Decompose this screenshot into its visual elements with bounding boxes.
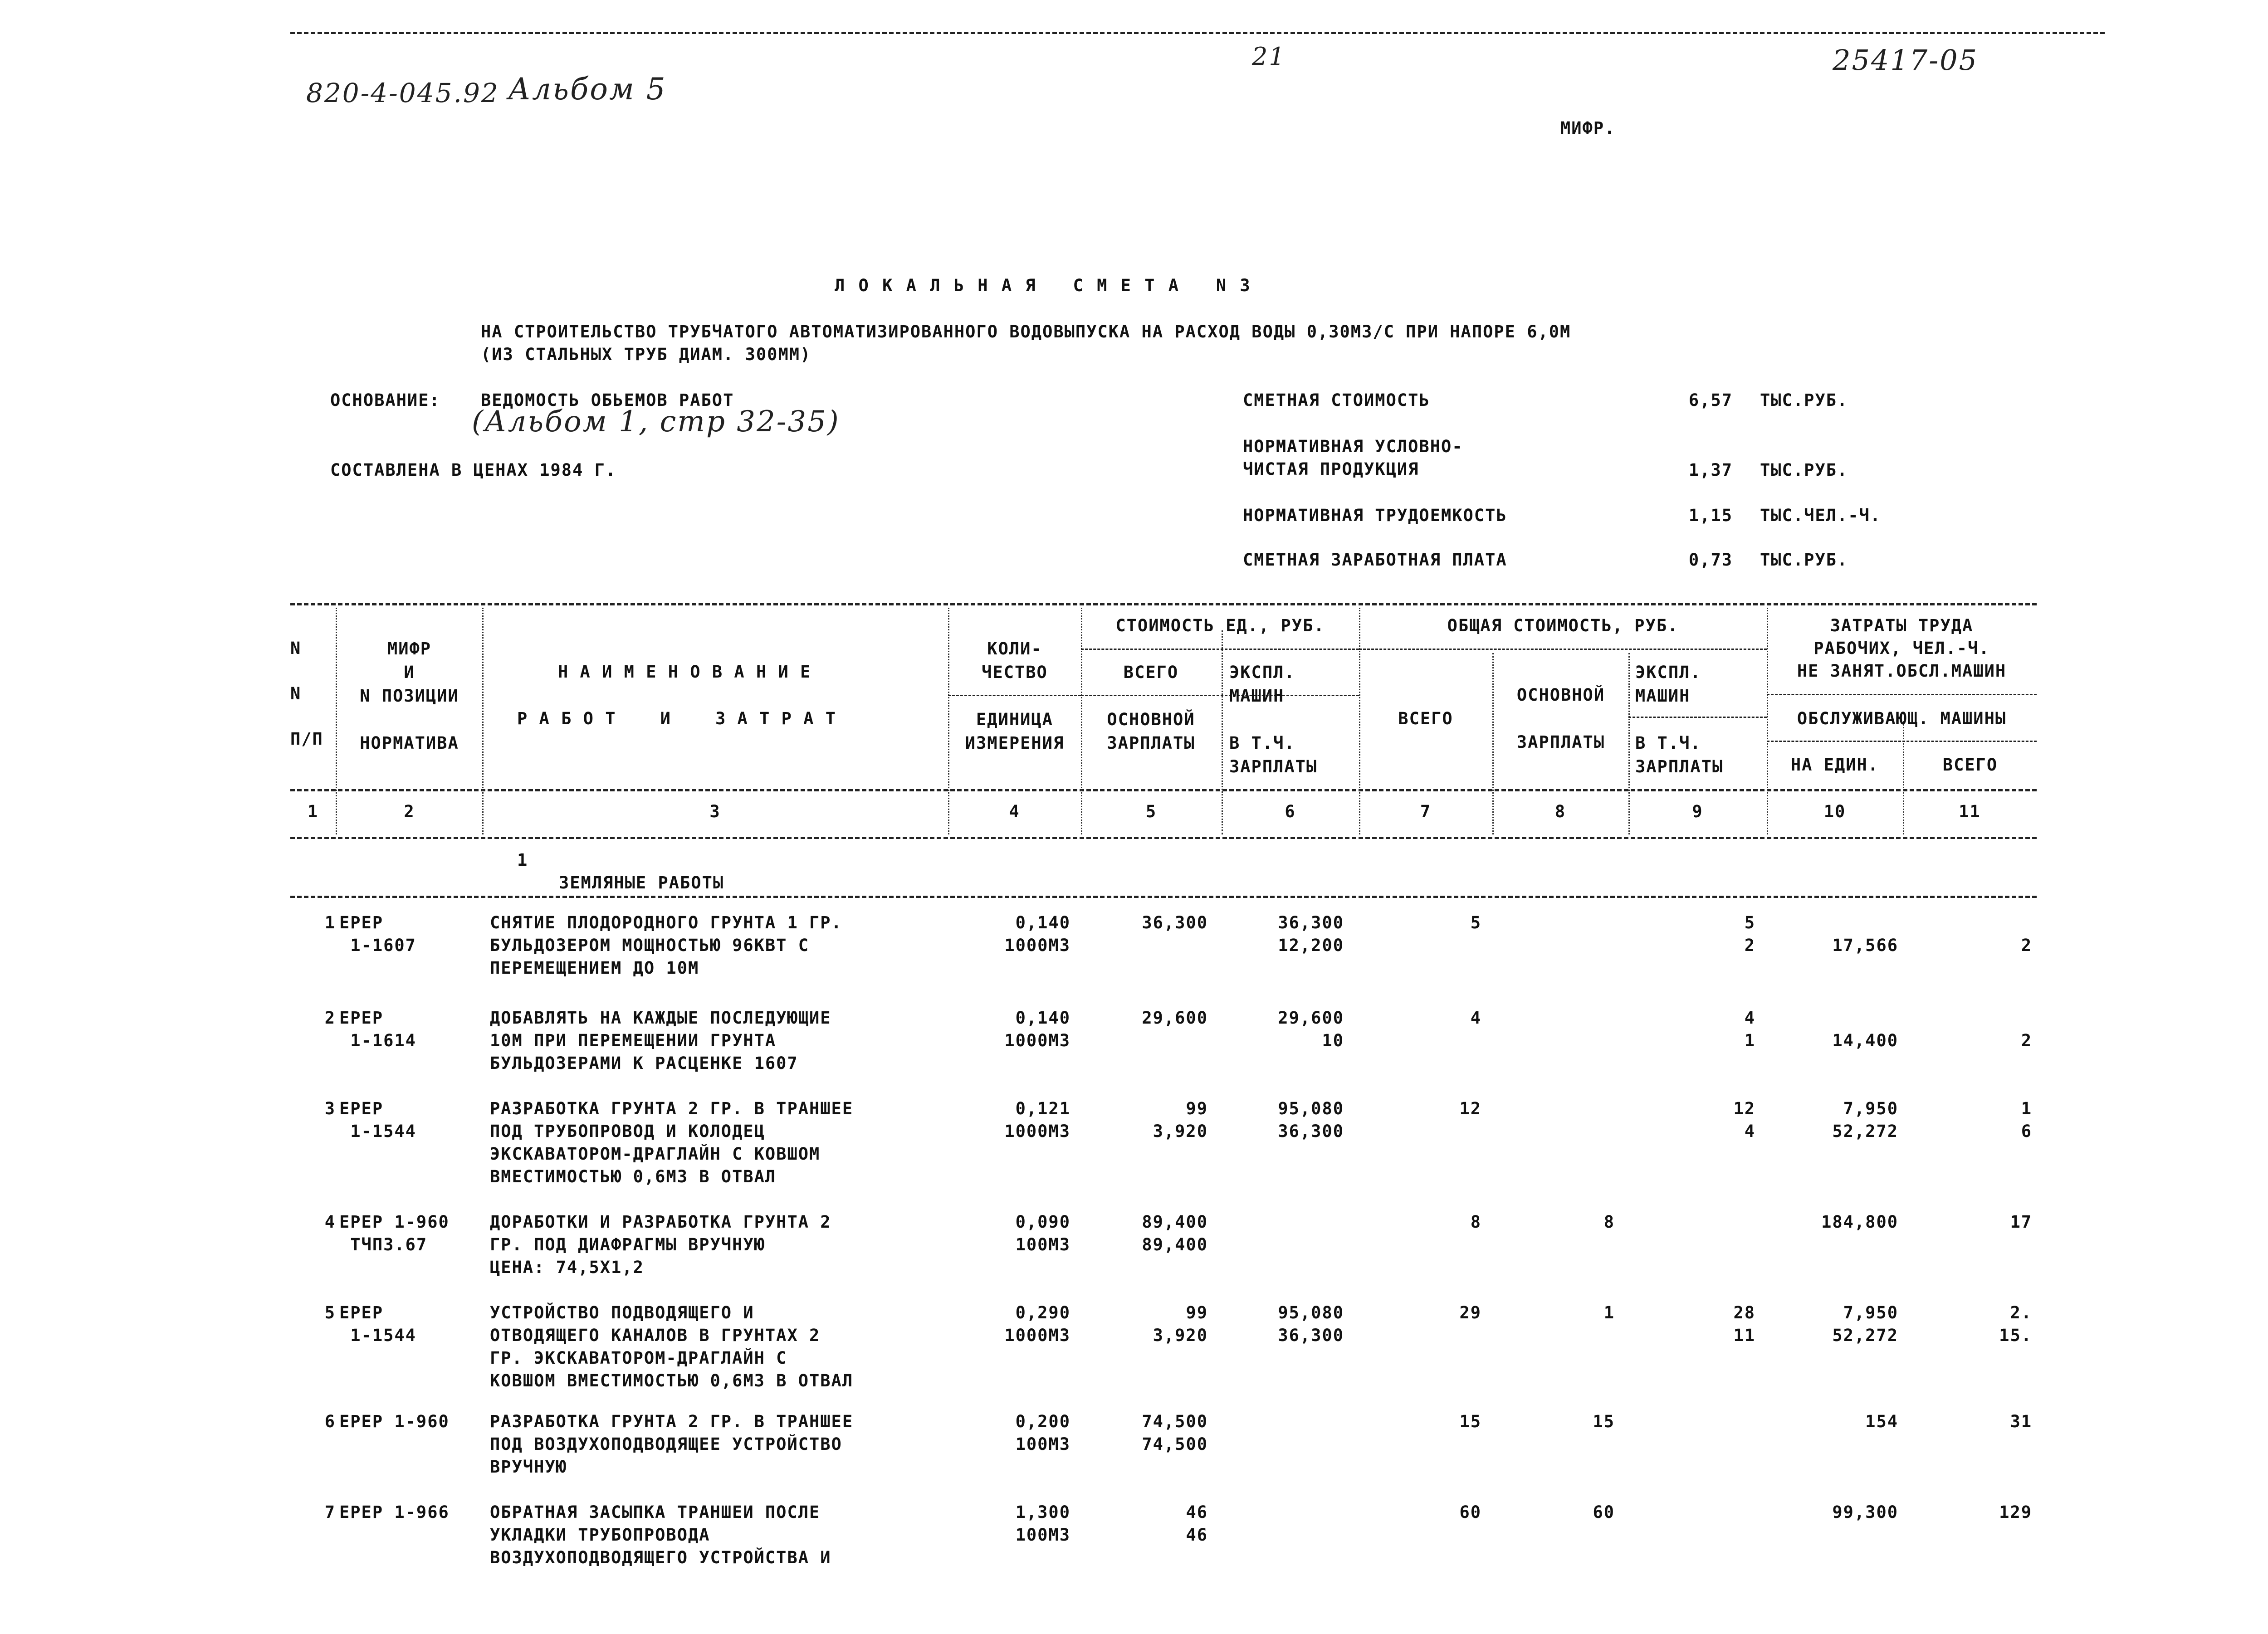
cell-labor-total: 2. 15. [1999, 1303, 2032, 1345]
column-number-bottom-rule [290, 837, 2037, 839]
column-number: 8 [1554, 802, 1566, 821]
cell-code: ЕРЕР 1-966 [339, 1502, 450, 1522]
cell-total: 5 [1470, 913, 1481, 932]
subheader-rule [1081, 649, 1359, 650]
cell-total: 12 [1459, 1099, 1481, 1118]
cell-labor-unit: 17,566 [1832, 936, 1898, 955]
cell-number: 1 [324, 913, 336, 932]
cell-code: ЕРЕР 1-1607 [339, 913, 416, 955]
cell-number: 5 [324, 1303, 336, 1322]
cell-total-wages: 8 [1603, 1212, 1615, 1232]
summary-label: НОРМАТИВНАЯ ТРУДОЕМКОСТЬ [1243, 506, 1507, 525]
album-label: Альбом 5 [508, 72, 667, 107]
cell-code: ЕРЕР 1-1614 [339, 1008, 416, 1050]
column-number: 7 [1420, 802, 1432, 821]
mifr-label: МИФР. [1560, 118, 1616, 138]
header-col-11: ВСЕГО [1942, 755, 1998, 775]
cell-name: ДОРАБОТКИ И РАЗРАБОТКА ГРУНТА 2 ГР. ПОД ДИАФРАГМЫ ВРУЧНУЮ ЦЕНА: 74,5Х1,2 [490, 1212, 831, 1277]
header-col-4: КОЛИ- ЧЕСТВО ЕДИНИЦА ИЗМЕРЕНИЯ [965, 639, 1065, 753]
header-labor: ЗАТРАТЫ ТРУДА РАБОЧИХ, ЧЕЛ.-Ч. НЕ ЗАНЯТ.ОБСЛ.МАШИН [1797, 616, 2007, 681]
cell-total-machines: 28 11 [1733, 1303, 1755, 1345]
cell-labor-unit: 184,800 [1821, 1212, 1898, 1232]
prices-year: СОСТАВЛЕНА В ЦЕНАХ 1984 Г. [330, 460, 617, 480]
cell-code: ЕРЕР 1-960 ТЧП3.67 [339, 1212, 450, 1254]
summary-unit: ТЫС.РУБ. [1760, 460, 1848, 480]
estimate-title-line2: (ИЗ СТАЛЬНЫХ ТРУБ ДИАМ. 300ММ) [481, 345, 811, 364]
cell-code: ЕРЕР 1-1544 [339, 1099, 416, 1141]
cell-total-wages: 1 [1603, 1303, 1615, 1322]
estimate-title-line1: НА СТРОИТЕЛЬСТВО ТРУБЧАТОГО АВТОМАТИЗИРОВАННОГО ВОДОВЫПУСКА НА РАСХОД ВОДЫ 0,30М3/С ПРИ НАПОРЕ 6,0М [481, 322, 1571, 341]
summary-label: НОРМАТИВНАЯ УСЛОВНО- ЧИСТАЯ ПРОДУКЦИЯ [1243, 437, 1463, 479]
cell-quantity: 1,300 100М3 [1015, 1502, 1070, 1545]
column-divider [336, 608, 337, 834]
cell-total: 60 [1459, 1502, 1481, 1522]
column-number: 5 [1145, 802, 1157, 821]
cell-unit-total: 89,400 89,400 [1142, 1212, 1208, 1254]
column-number: 2 [404, 802, 415, 821]
basis-text: ВЕДОМОСТЬ ОБЬЕМОВ РАБОТ [481, 390, 734, 410]
cell-quantity: 0,090 100М3 [1015, 1212, 1070, 1254]
cell-unit-machines: 95,080 36,300 [1278, 1099, 1344, 1141]
page-number: 21 [1252, 42, 1286, 71]
header-col-10: НА ЕДИН. [1790, 755, 1879, 775]
cell-unit-machines: 29,600 10 [1278, 1008, 1344, 1050]
cell-total-wages: 60 [1593, 1502, 1615, 1522]
estimate-heading: Л О К А Л Ь Н А Я С М Е Т А N 3 [835, 276, 1252, 295]
cell-labor-total: 2 [2021, 1031, 2032, 1050]
column-number: 6 [1285, 802, 1296, 821]
cell-quantity: 0,140 1000М3 [1004, 1008, 1070, 1050]
header-col-9: ЭКСПЛ. МАШИН В Т.Ч. ЗАРПЛАТЫ [1635, 663, 1724, 776]
cell-quantity: 0,200 100М3 [1015, 1412, 1070, 1454]
cell-name: РАЗРАБОТКА ГРУНТА 2 ГР. В ТРАНШЕЕ ПОД ВОЗДУХОПОДВОДЯЩЕЕ УСТРОЙСТВО ВРУЧНУЮ [490, 1412, 854, 1477]
summary-unit: ТЫС.ЧЕЛ.-Ч. [1760, 506, 1882, 525]
summary-value: 0,73 [1688, 550, 1733, 570]
cell-total-machines: 5 2 [1744, 913, 1755, 955]
cell-total: 4 [1470, 1008, 1481, 1028]
column-number: 11 [1959, 802, 1981, 821]
column-number: 9 [1692, 802, 1703, 821]
cell-name: СНЯТИЕ ПЛОДОРОДНОГО ГРУНТА 1 ГР. БУЛЬДОЗЕРОМ МОЩНОСТЬЮ 96КВТ С ПЕРЕМЕЩЕНИЕМ ДО 10М [490, 913, 842, 978]
cell-labor-unit: 14,400 [1832, 1031, 1898, 1050]
cell-quantity: 0,121 1000М3 [1004, 1099, 1070, 1141]
cell-name: УСТРОЙСТВО ПОДВОДЯЩЕГО И ОТВОДЯЩЕГО КАНАЛОВ В ГРУНТАХ 2 ГР. ЭКСКАВАТОРОМ-ДРАГЛАЙН С КОВШОМ ВМЕСТИМОСТЬЮ 0,6М3 В ОТВАЛ [490, 1303, 854, 1390]
summary-value: 1,15 [1688, 506, 1733, 525]
summary-value: 1,37 [1688, 460, 1733, 480]
cell-code: ЕРЕР 1-960 [339, 1412, 450, 1431]
cell-unit-total: 74,500 74,500 [1142, 1412, 1208, 1454]
column-number: 10 [1823, 802, 1846, 821]
cell-number: 3 [324, 1099, 336, 1118]
cell-labor-total: 1 6 [2021, 1099, 2032, 1141]
cell-name: ОБРАТНАЯ ЗАСЫПКА ТРАНШЕИ ПОСЛЕ УКЛАДКИ ТРУБОПРОВОДА ВОЗДУХОПОДВОДЯЩЕГО УСТРОЙСТВА И [490, 1502, 831, 1567]
cell-total-machines: 12 4 [1733, 1099, 1755, 1141]
summary-unit: ТЫС.РУБ. [1760, 390, 1848, 410]
cell-labor-total: 129 [1999, 1502, 2032, 1522]
header-col-6: ЭКСПЛ. МАШИН В Т.Ч. ЗАРПЛАТЫ [1229, 663, 1318, 776]
cell-labor-total: 17 [2010, 1212, 2032, 1232]
cell-number: 7 [324, 1502, 336, 1522]
basis-label: ОСНОВАНИЕ: [330, 390, 440, 410]
cell-number: 4 [324, 1212, 336, 1232]
summary-unit: ТЫС.РУБ. [1760, 550, 1848, 570]
section-bottom-rule [290, 896, 2037, 898]
top-rule [290, 32, 2105, 34]
header-col-1: N N П/П [290, 639, 323, 749]
subheader-rule [1767, 694, 2037, 695]
section-number: 1 [517, 850, 528, 870]
column-number: 3 [709, 802, 721, 821]
cell-labor-total: 2 [2021, 936, 2032, 955]
cell-total-machines: 4 1 [1744, 1008, 1755, 1050]
cell-quantity: 0,290 1000М3 [1004, 1303, 1070, 1345]
cell-name: ДОБАВЛЯТЬ НА КАЖДЫЕ ПОСЛЕДУЮЩИЕ 10М ПРИ ПЕРЕМЕЩЕНИИ ГРУНТА БУЛЬДОЗЕРАМИ К РАСЦЕНКЕ 1607 [490, 1008, 831, 1073]
cell-code: ЕРЕР 1-1544 [339, 1303, 416, 1345]
summary-value: 6,57 [1688, 390, 1733, 410]
cell-unit-total: 46 46 [1186, 1502, 1208, 1545]
header-col-3b: Р А Б О Т И З А Т Р А Т [517, 709, 837, 728]
subheader-rule [1359, 649, 1767, 650]
cell-unit-machines: 95,080 36,300 [1278, 1303, 1344, 1345]
cell-number: 6 [324, 1412, 336, 1431]
cell-total: 8 [1470, 1212, 1481, 1232]
column-number: 1 [307, 802, 319, 821]
cell-unit-total: 29,600 [1142, 1008, 1208, 1028]
cell-unit-total: 36,300 [1142, 913, 1208, 932]
table-header-bottom-rule [290, 789, 2037, 791]
archive-number: 25417-05 [1833, 44, 1979, 77]
header-col-5: ВСЕГО ОСНОВНОЙ ЗАРПЛАТЫ [1107, 663, 1195, 753]
header-total-cost: ОБЩАЯ СТОИМОСТЬ, РУБ. [1447, 616, 1679, 635]
cell-total: 15 [1459, 1412, 1481, 1431]
section-title: ЗЕМЛЯНЫЕ РАБОТЫ [559, 873, 724, 893]
header-col-2: МИФР И N ПОЗИЦИИ НОРМАТИВА [360, 639, 459, 753]
table-top-rule [290, 603, 2037, 605]
subheader-rule [1767, 741, 2037, 742]
cell-labor-unit: 7,950 52,272 [1832, 1303, 1898, 1345]
header-labor-sub: ОБСЛУЖИВАЮЩ. МАШИНЫ [1797, 709, 2007, 728]
cell-labor-total: 31 [2010, 1412, 2032, 1431]
cell-unit-total: 99 3,920 [1153, 1303, 1208, 1345]
cell-labor-unit: 99,300 [1832, 1502, 1898, 1522]
column-number: 4 [1009, 802, 1020, 821]
cell-unit-machines: 36,300 12,200 [1278, 913, 1344, 955]
cell-quantity: 0,140 1000М3 [1004, 913, 1070, 955]
summary-label: СМЕТНАЯ СТОИМОСТЬ [1243, 390, 1430, 410]
cell-total-wages: 15 [1593, 1412, 1615, 1431]
document-code: 820-4-045.92 [306, 78, 499, 108]
basis-handwritten-note: (Альбом 1, стр 32-35) [472, 405, 840, 439]
header-unit-cost: СТОИМОСТЬ ЕД., РУБ. [1115, 616, 1325, 635]
summary-label: СМЕТНАЯ ЗАРАБОТНАЯ ПЛАТА [1243, 550, 1507, 570]
cell-name: РАЗРАБОТКА ГРУНТА 2 ГР. В ТРАНШЕЕ ПОД ТРУБОПРОВОД И КОЛОДЕЦ ЭКСКАВАТОРОМ-ДРАГЛАЙН С КОВШОМ ВМЕСТИМОСТЬЮ 0,6М3 В ОТВАЛ [490, 1099, 854, 1186]
cell-labor-unit: 154 [1865, 1412, 1898, 1431]
cell-total: 29 [1459, 1303, 1481, 1322]
cell-unit-total: 99 3,920 [1153, 1099, 1208, 1141]
cell-labor-unit: 7,950 52,272 [1832, 1099, 1898, 1141]
header-col-3a: Н А И М Е Н О В А Н И Е [558, 662, 811, 682]
cell-number: 2 [324, 1008, 336, 1028]
header-col-8: ОСНОВНОЙ ЗАРПЛАТЫ [1516, 685, 1605, 752]
header-col-7: ВСЕГО [1398, 709, 1453, 728]
